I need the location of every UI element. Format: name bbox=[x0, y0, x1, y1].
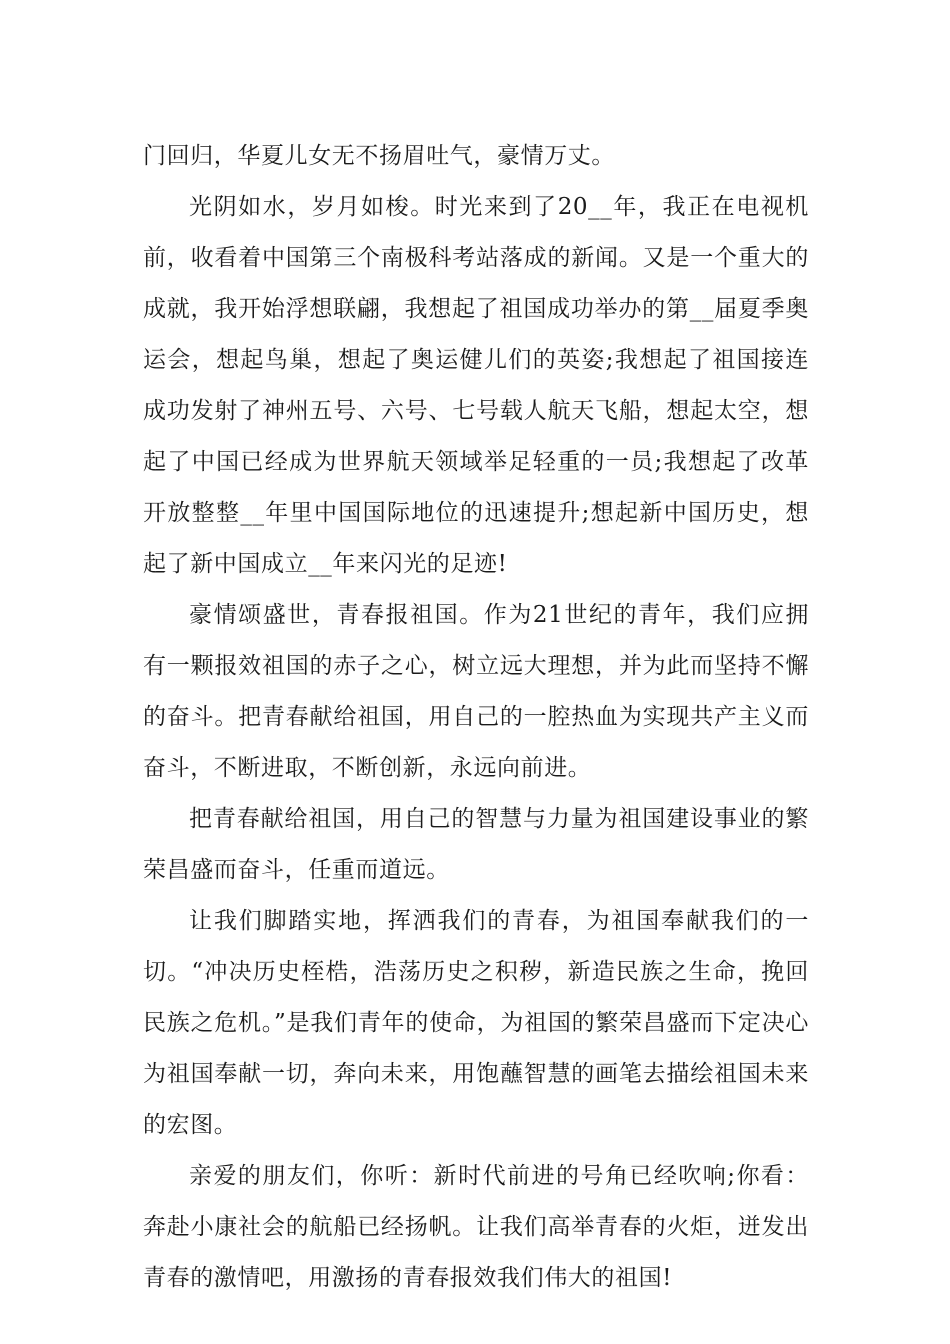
paragraph-dear-friends: 亲爱的朋友们，你听：新时代前进的号角已经吹响;你看：奔赴小康社会的航船已经扬帆。让我们高举青春的火炬，迸发出青春的激情吧，用激扬的青春报效我们伟大的祖国! bbox=[143, 1163, 809, 1291]
paragraph-time-passes: 光阴如水，岁月如梭。时光来到了20__年，我正在电视机前，收看着中国第三个南极科考站落成的新闻。又是一个重大的成就，我开始浮想联翩，我想起了祖国成功举办的第__届夏季奥运会，想起鸟巢，想起了奥运健儿们的英姿;我想起了祖国接连成功发射了神州五号、六号、七号载人航天飞船，想起太空，想起了中国已经成为世界航天领域举足轻重的一员;我想起了改革开放整整__年里中国国际地位的迅速提升;想起新中国历史，想起了新中国成立__年来闪光的足迹! bbox=[143, 194, 809, 577]
paragraph-youth-for-motherland: 豪情颂盛世，青春报祖国。作为21世纪的青年，我们应拥有一颗报效祖国的赤子之心，树立远大理想，并为此而坚持不懈的奋斗。把青春献给祖国，用自己的一腔热血为实现共产主义而奋斗，不断进取，不断创新，永远向前进。 bbox=[143, 602, 809, 781]
paragraph-down-to-earth: 让我们脚踏实地，挥洒我们的青春，为祖国奉献我们的一切。“冲决历史桎梏，浩荡历史之积秽，新造民族之生命，挽回民族之危机。”是我们青年的使命，为祖国的繁荣昌盛而下定决心为祖国奉献一切，奔向未来，用饱蘸智慧的画笔去描绘祖国未来的宏图。 bbox=[143, 908, 809, 1138]
document-body bbox=[143, 131, 809, 1304]
paragraph-devote-youth: 把青春献给祖国，用自己的智慧与力量为祖国建设事业的繁荣昌盛而奋斗，任重而道远。 bbox=[143, 806, 809, 883]
paragraph-continuation: 门回归，华夏儿女无不扬眉吐气，豪情万丈。 bbox=[143, 143, 615, 169]
